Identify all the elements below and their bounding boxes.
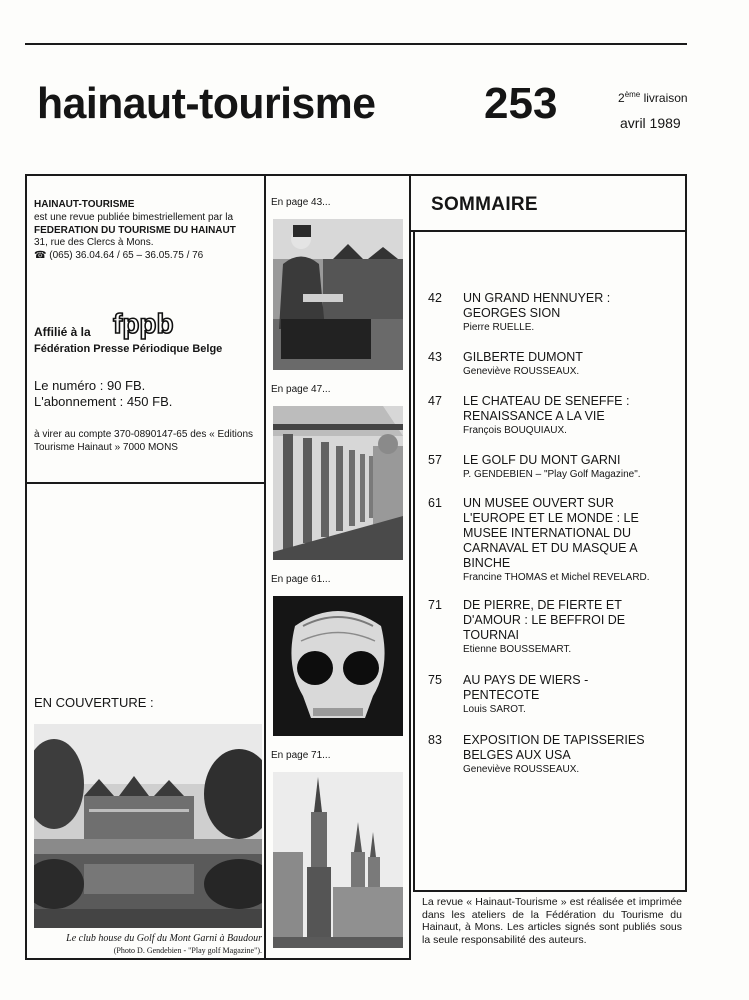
entry-author: Geneviève ROUSSEAUX. xyxy=(463,764,580,775)
entry-title: UN MUSEE OUVERT SUR L'EUROPE ET LE MONDE : LE MUSEE INTERNATIONAL DU CARNAVAL ET DU MASQUE A BINCHE xyxy=(463,496,639,570)
entry-author: Etienne BOUSSEMART. xyxy=(463,644,572,655)
entry-page: 75 xyxy=(428,673,442,687)
entry-author: P. GENDEBIEN – "Play Golf Magazine". xyxy=(463,469,641,480)
entry-author: Louis SAROT. xyxy=(463,704,526,715)
carnival-mask-image xyxy=(273,596,403,736)
page-ref-label: En page 47... xyxy=(271,384,331,395)
delivery-label: 2ème livraison xyxy=(618,90,688,105)
fppb-logo xyxy=(112,307,182,341)
cover-label: EN COUVERTURE : xyxy=(34,695,154,710)
top-rule xyxy=(25,43,687,45)
page-ref-label: En page 43... xyxy=(271,197,331,208)
issue-number: 253 xyxy=(484,79,558,128)
entry-title: EXPOSITION DE TAPISSERIES BELGES AUX USA xyxy=(463,733,645,762)
tournai-belfry-image xyxy=(273,772,403,948)
entry-page: 83 xyxy=(428,733,442,747)
entry-author: Pierre RUELLE. xyxy=(463,322,535,333)
entry-page: 43 xyxy=(428,350,442,364)
sommaire-title: SOMMAIRE xyxy=(431,194,538,215)
issue-date: avril 1989 xyxy=(620,115,681,131)
entry-page: 57 xyxy=(428,453,442,467)
entry-page: 42 xyxy=(428,291,442,305)
entry-page: 47 xyxy=(428,394,442,408)
federation-press-name: Fédération Presse Périodique Belge xyxy=(34,343,223,355)
entry-page: 61 xyxy=(428,496,442,510)
publisher-name: HAINAUT-TOURISME xyxy=(34,199,135,210)
cover-credit: (Photo D. Gendebien - "Play golf Magazine"). xyxy=(113,946,262,955)
entry-title: DE PIERRE, DE FIERTE ET D'AMOUR : LE BEFFROI DE TOURNAI xyxy=(463,598,626,642)
masthead-title: hainaut-tourisme xyxy=(37,79,376,128)
payment-info: à virer au compte 370-0890147-65 des « Editions Tourisme Hainaut » 7000 MONS xyxy=(34,429,254,453)
entry-author: Francine THOMAS et Michel REVELARD. xyxy=(463,572,650,583)
publisher-description: est une revue publiée bimestriellement par la FEDERATION DU TOURISME DU HAINAUT 31, rue des Clercs à Mons. ☎ (065) 36.04.64 / 65 – 36.05.75 / 76 xyxy=(34,212,236,261)
page-ref-label: En page 71... xyxy=(271,750,331,761)
entry-title: UN GRAND HENNUYER : GEORGES SION xyxy=(463,291,611,320)
price-subscription: L'abonnement : 450 FB. xyxy=(34,394,173,409)
entry-title: GILBERTE DUMONT xyxy=(463,350,583,364)
entry-title: AU PAYS DE WIERS - PENTECOTE xyxy=(463,673,589,702)
page-ref-label: En page 61... xyxy=(271,574,331,585)
entry-author: Geneviève ROUSSEAUX. xyxy=(463,366,580,377)
cover-photo xyxy=(34,724,262,928)
portrait-painting-image xyxy=(273,219,403,370)
affiliation-label: Affilié à la xyxy=(34,325,91,339)
colonnade-photo-image xyxy=(273,406,403,560)
entry-author: François BOUQUIAUX. xyxy=(463,425,567,436)
svg-text:fppb: fppb xyxy=(113,308,174,339)
publication-note: La revue « Hainaut-Tourisme » est réalisée et imprimée dans les ateliers de la Fédération du Tourisme du Hainaut, à Mons. Les articles signés sont publiés sous la seule responsabilité des auteurs. xyxy=(422,896,682,946)
price-issue: Le numéro : 90 FB. xyxy=(34,378,146,393)
cover-caption: Le club house du Golf du Mont Garni à Baudour xyxy=(66,933,262,944)
entry-page: 71 xyxy=(428,598,442,612)
entry-title: LE GOLF DU MONT GARNI xyxy=(463,453,621,467)
entry-title: LE CHATEAU DE SENEFFE : RENAISSANCE A LA VIE xyxy=(463,394,630,423)
